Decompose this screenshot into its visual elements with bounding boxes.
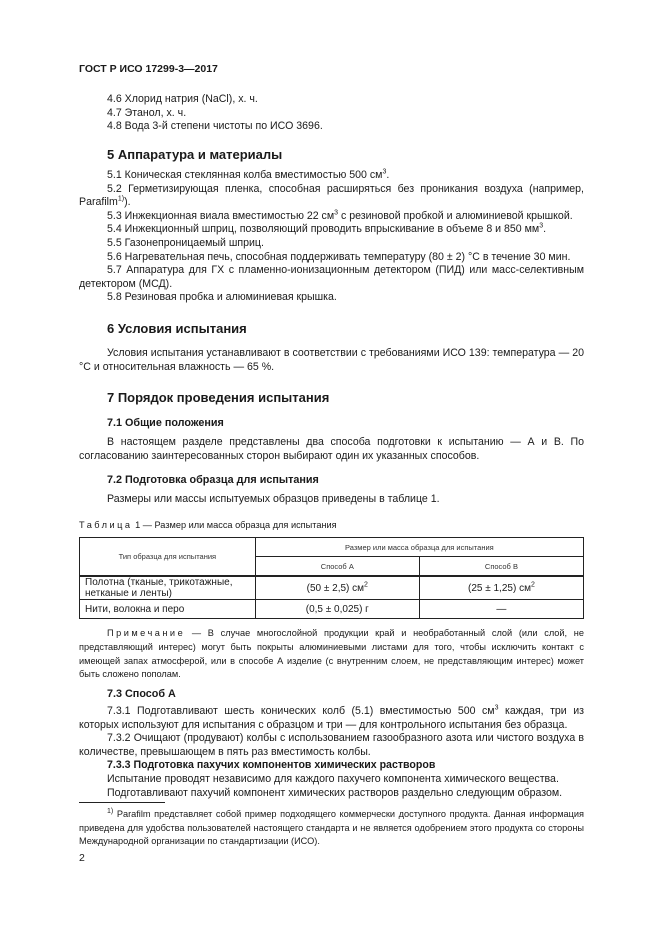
item-5-6: 5.6 Нагревательная печь, способная поддерживать температуру (80 ± 2) °C в течение 30 мин. [107,250,571,263]
item-5-7: 5.7 Аппаратура для ГХ с пламенно-ионизационным детектором (ПИД) или масс-селективным детектором (МСД). [79,264,584,290]
item-4-7: 4.7 Этанол, х. ч. [107,106,187,119]
header-method-a: Способ А [255,557,419,577]
section-6-text: Условия испытания устанавливают в соответствии с требованиями ИСО 139: температура — 20 °С и относительная влажность — 65 %. [79,347,584,373]
page-number: 2 [79,852,85,864]
item-7-3-3-heading: 7.3.3 Подготовка пахучих компонентов химических растворов [107,759,436,772]
item-5-8: 5.8 Резиновая пробка и алюминиевая крышка. [107,291,337,304]
table-row: Полотна (тканые, трикотажные, нетканые и ленты) (50 ± 2,5) $см^2$ (25 ± 1,25) $см^2$ [80,576,584,600]
header-sample-type: Тип образца для испытания [80,538,256,577]
table-note: Примечание — В случае многослойной продукции край и необработанный слой (или слой, не представляющий интерес) могут быть покрыты алюминиевыми листами для того, чтобы исключить контакт с имеющей запах атмосферой, или в способе А изделие (с внутренним слоем, не представляющим интерес) может быть сложено пополам. [79,628,584,680]
item-5-2: 5.2 Герметизирующая пленка, способная расширяться без проникания воздуха (например, Parafilm$^{1)}$). [79,182,584,209]
section-7-1-text: В настоящем разделе представлены два способа подготовки к испытанию — А и В. По согласованию заинтересованных сторон выбирают один их указанных способов. [79,436,584,462]
table-row: Нити, волокна и перо (0,5 ± 0,025) г — [80,600,584,619]
footnote: $^{1)}$ Parafilm представляет собой пример подходящего коммерчески доступного продукта. Данная информация приведена для удобства пользователей настоящего стандарта и не является одобрением этого продукта со стороны Международной организации по стандартизации (ИСО). [79,807,584,847]
section-5-items [79,169,584,305]
section-7-3-body [79,705,584,800]
item-4-8: 4.8 Вода 3-й степени чистоты по ИСО 3696. [107,120,323,133]
item-7-3-1: 7.3.1 Подготавливают шесть конических колб (5.1) вместимостью 500 $см^3$ каждая, три из которых используют для испытания с образцом и три — для контрольного испытания без образца. [79,704,584,731]
section-4-items [79,93,584,134]
section-7-3-heading: 7.3 Способ А [107,688,176,700]
section-7-2-heading: 7.2 Подготовка образца для испытания [107,474,319,486]
item-7-3-3-text-1: Испытание проводят независимо для каждого пахучего компонента химического вещества. [107,772,559,785]
header-size-mass: Размер или масса образца для испытания [255,538,583,557]
item-5-5: 5.5 Газонепроницаемый шприц. [107,236,264,249]
section-5-heading: 5 Аппаратура и материалы [107,147,283,162]
section-7-1-heading: 7.1 Общие положения [107,417,224,429]
footnote-divider [79,802,165,803]
item-7-3-2: 7.3.2 Очищают (продувают) колбы с использованием газообразного азота или чистого воздуха в количестве, превышающем в пять раз вместимость колбы. [79,732,584,758]
section-7-2-text: Размеры или массы испытуемых образцов приведены в таблице 1. [107,493,440,505]
sample-size-table [79,537,584,619]
item-5-4: 5.4 Инжекционный шприц, позволяющий проводить впрыскивание в объеме 8 и 850 $мм^3$. [107,222,547,236]
header-method-b: Способ В [419,557,583,577]
item-4-6: 4.6 Хлорид натрия (NaCl), х. ч. [107,93,258,105]
item-5-3: 5.3 Инжекционная виала вместимостью 22 $см^3$ с резиновой пробкой и алюминиевой крышкой. [107,209,573,222]
item-5-1: 5.1 Коническая стеклянная колба вместимостью 500 $см^3$. [107,168,390,181]
section-7-heading: 7 Порядок проведения испытания [107,390,330,405]
section-6-heading: 6 Условия испытания [107,321,247,336]
document-header: ГОСТ Р ИСО 17299-3—2017 [79,63,218,75]
table-caption: Таблица 1 — Размер или масса образца для испытания [79,520,337,530]
item-7-3-3-text-2: Подготавливают пахучий компонент химических растворов раздельно следующим образом. [107,786,563,799]
